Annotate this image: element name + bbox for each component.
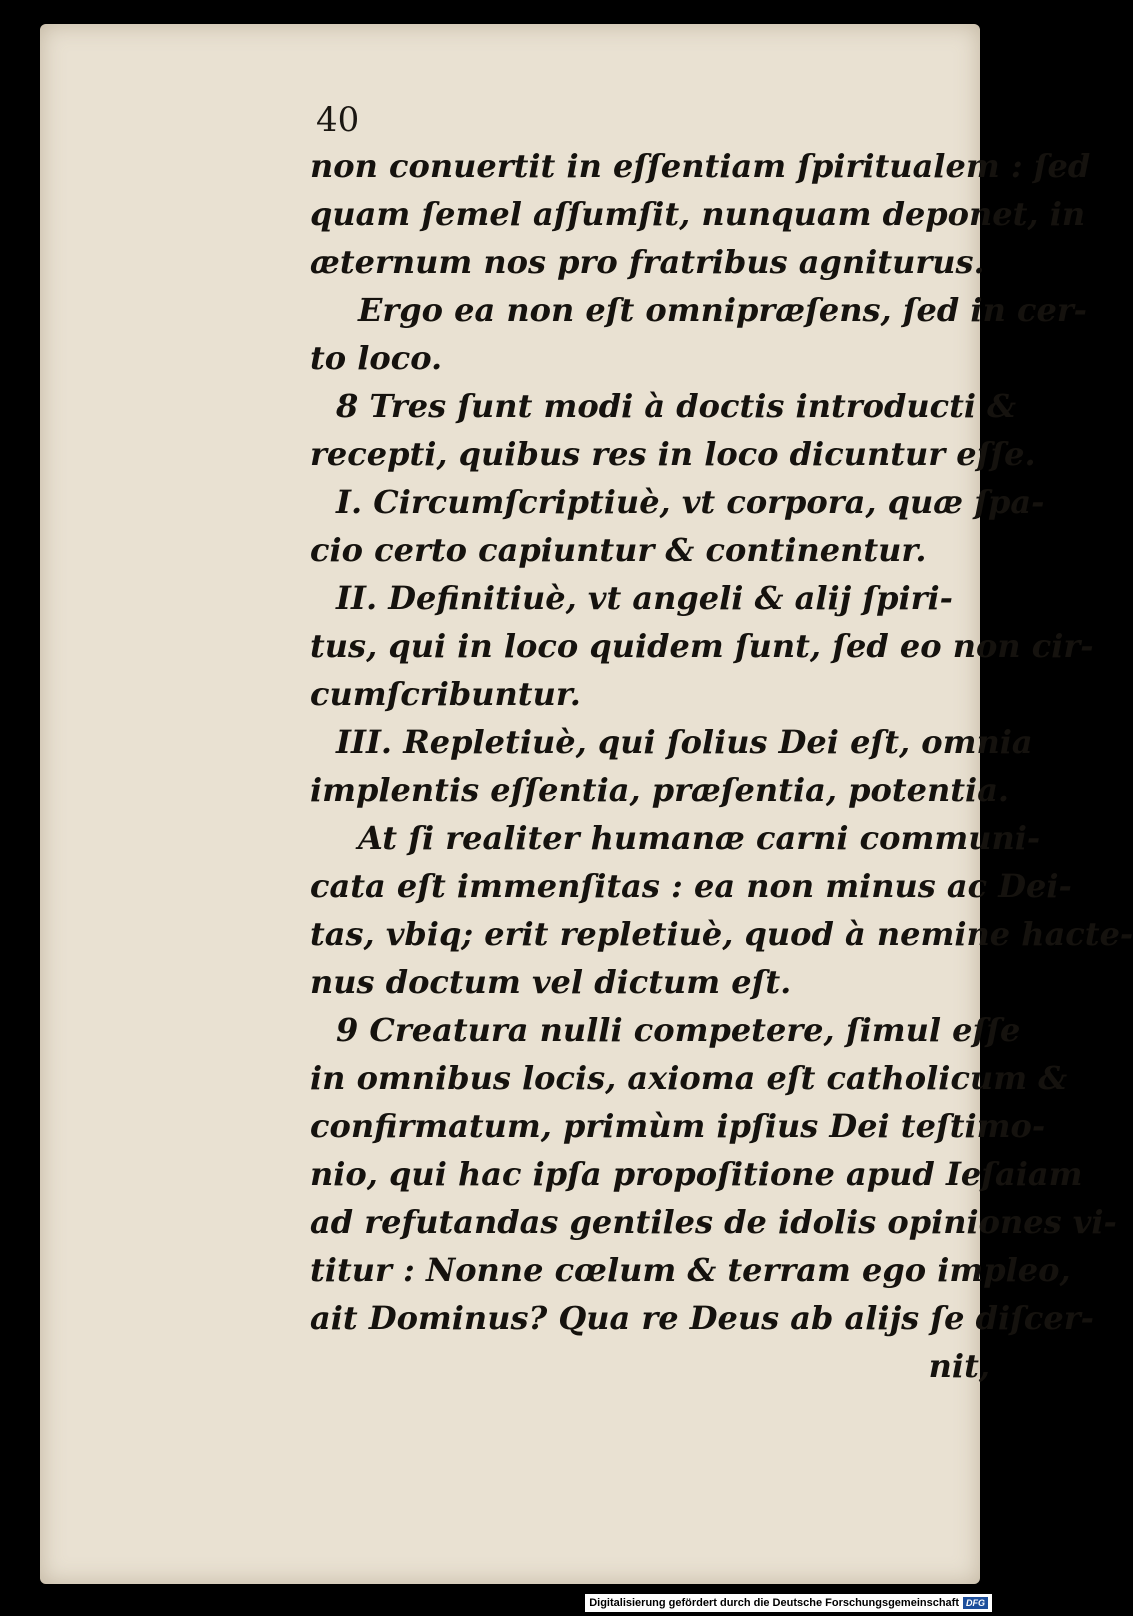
text-line: quam ſemel aſſumſit, nunquam deponet, in [310,195,1086,233]
text-line: 9 Creatura nulli competere, ſimul eſſe [336,1011,1021,1049]
text-line: nus doctum vel dictum eſt. [310,963,792,1001]
text-line: ad refutandas gentiles de idolis opiniones vi- [310,1203,1117,1241]
text-line: in omnibus locis, axioma eſt catholicum & [310,1059,1068,1097]
text-line: II. Definitiuè, vt angeli & alij ſpiri- [336,579,953,617]
text-line: to loco. [310,339,443,377]
text-line: titur : Nonne cœlum & terram ego impleo, [310,1251,1071,1289]
text-line: cumſcribuntur. [310,675,581,713]
text-line: ait Dominus? Qua re Deus ab alijs ſe diſcer- [310,1299,1094,1337]
text-line: cio certo capiuntur & continentur. [310,531,927,569]
text-line: æternum nos pro fratribus agniturus. [310,243,985,281]
text-line: 8 Tres ſunt modi à doctis introducti & [336,387,1017,425]
text-line: I. Circumſcriptiuè, vt corpora, quæ ſpa- [336,483,1045,521]
catchword: nit, [928,1347,990,1385]
text-line: implentis eſſentia, præſentia, potentia. [310,771,1010,809]
text-line: Ergo ea non eſt omnipræſens, ſed in cer- [358,291,1087,329]
book-page [40,24,1133,1584]
page-text [310,142,1133,1390]
text-line: cata eſt immenſitas : ea non minus ac Dei- [310,867,1072,905]
text-line: At ſi realiter humanæ carni communi- [358,819,1041,857]
digitization-credit [585,1594,992,1612]
text-line: non conuertit in eſſentiam ſpiritualem : ſed [310,147,1091,185]
text-line: nio, qui hac ipſa propoſitione apud Ieſaiam [310,1155,1083,1193]
text-line: tus, qui in loco quidem ſunt, ſed eo non cir- [310,627,1094,665]
credit-text: Digitalisierung gefördert durch die Deutsche Forschungsgemeinschaft [589,1597,959,1609]
text-line: confirmatum, primùm ipſius Dei teſtimo- [310,1107,1046,1145]
dfg-logo: DFG [963,1597,988,1609]
page-number: 40 [316,100,360,140]
text-line: recepti, quibus res in loco dicuntur eſſe. [310,435,1036,473]
text-line: tas, vbiq; erit repletiuè, quod à nemine hacte- [310,915,1133,953]
text-line: III. Repletiuè, qui ſolius Dei eſt, omnia [336,723,1033,761]
